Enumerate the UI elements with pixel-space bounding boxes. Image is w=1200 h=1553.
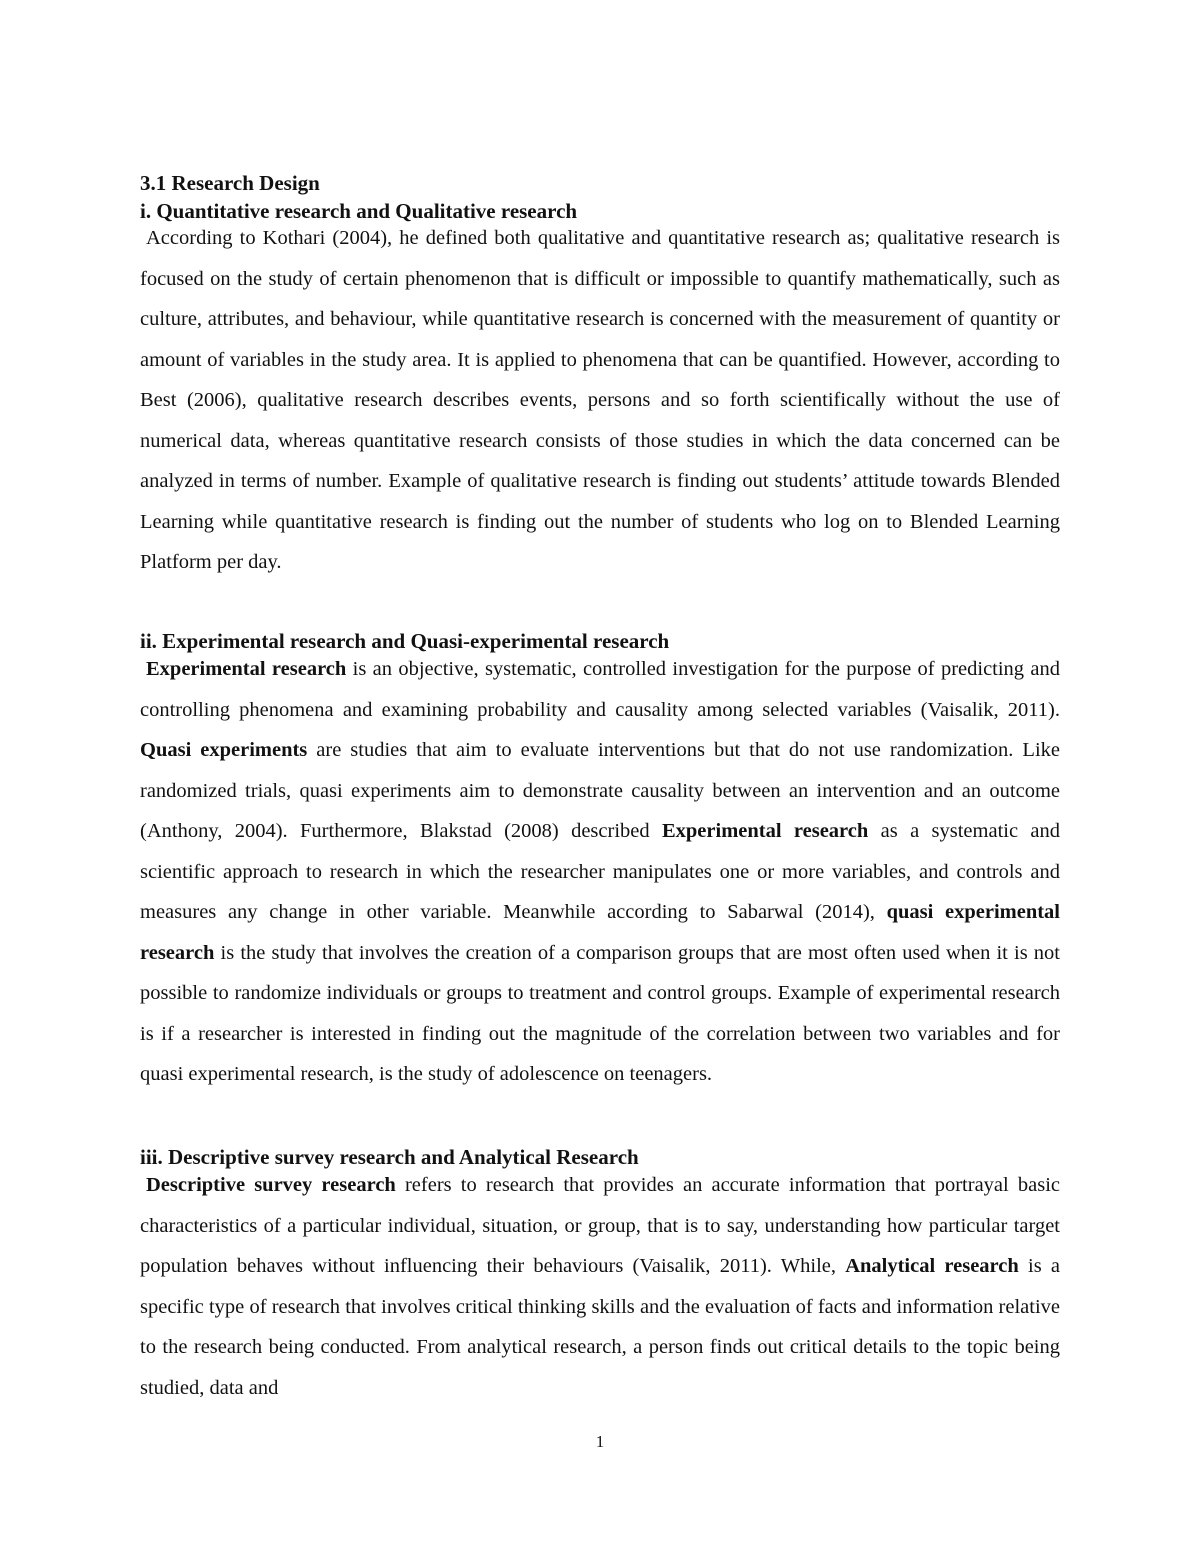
paragraph-text: is a specific type of research that involves critical thinking skills and the evaluation of facts and information relative to the research being conducted. From analytical research, a person finds out critical details to the topic being studied, data and xyxy=(140,1255,1060,1399)
paragraph-1: According to Kothari (2004), he defined both qualitative and quantitative research as; qualitative research is focused on the study of certain phenomenon that is difficult or impossible to quantify mathematically, such as culture, attributes, and behaviour, while quantitative research is concerned with the measurement of quantity or amount of variables in the study area. It is applied to phenomena that can be quantified. However, according to Best (2006), qualitative research describes events, persons and so forth scientifically without the use of numerical data, whereas quantitative research consists of those studies in which the data concerned can be analyzed in terms of number. Example of qualitative research is finding out students’ attitude towards Blended Learning while quantitative research is finding out the number of students who log on to Blended Learning Platform per day. xyxy=(140,227,1060,573)
paragraph-text: is an objective, systematic, controlled investigation for the purpose of predicting and controlling phenomena and examining probability and causality among selected variables (Vaisalik, 2011). xyxy=(140,658,1060,721)
subsection-heading-1: i. Quantitative research and Qualitative research xyxy=(140,199,578,223)
subsection-heading-3: iii. Descriptive survey research and Analytical Research xyxy=(140,1145,639,1169)
paragraph-text: refers to research that provides an accurate information that portrayal basic characteristics of a particular individual, situation, or group, that is to say, understanding how particular target population behaves without influencing their behaviours (Vaisalik, 2011). While, xyxy=(140,1174,1060,1277)
bold-term: Experimental research xyxy=(661,820,869,842)
paragraph-2 xyxy=(140,649,1060,1095)
paragraph-text: as a systematic and scientific approach to research in which the researcher manipulates one or more variables, and controls and measures any change in other variable. Meanwhile according to Sabarwal (2014), xyxy=(140,820,1061,923)
page-number: 1 xyxy=(595,1432,605,1451)
subsection-heading-2: ii. Experimental research and Quasi-experimental research xyxy=(140,629,670,653)
section-title: 3.1 Research Design xyxy=(140,171,320,195)
paragraph-3 xyxy=(140,1165,1060,1408)
paragraph-text: are studies that aim to evaluate interventions but that do not use randomization. Like randomized trials, quasi experiments aim to demonstrate causality between an intervention and an outcome (Anthony, 2004). Furthermore, Blakstad (2008) described xyxy=(140,739,1060,842)
paragraph-text: is the study that involves the creation of a comparison groups that are most often used when it is not possible to randomize individuals or groups to treatment and control groups. Example of experimental research is if a researcher is interested in finding out the magnitude of the correlation between two variables and for quasi experimental research, is the study of adolescence on teenagers. xyxy=(140,941,1060,1085)
bold-term: Analytical research xyxy=(845,1255,1019,1277)
bold-term: Quasi experiments xyxy=(140,739,308,761)
bold-term: quasi experimental research xyxy=(140,901,1061,964)
bold-term: Experimental research xyxy=(146,658,347,680)
bold-term: Descriptive survey research xyxy=(146,1174,396,1196)
